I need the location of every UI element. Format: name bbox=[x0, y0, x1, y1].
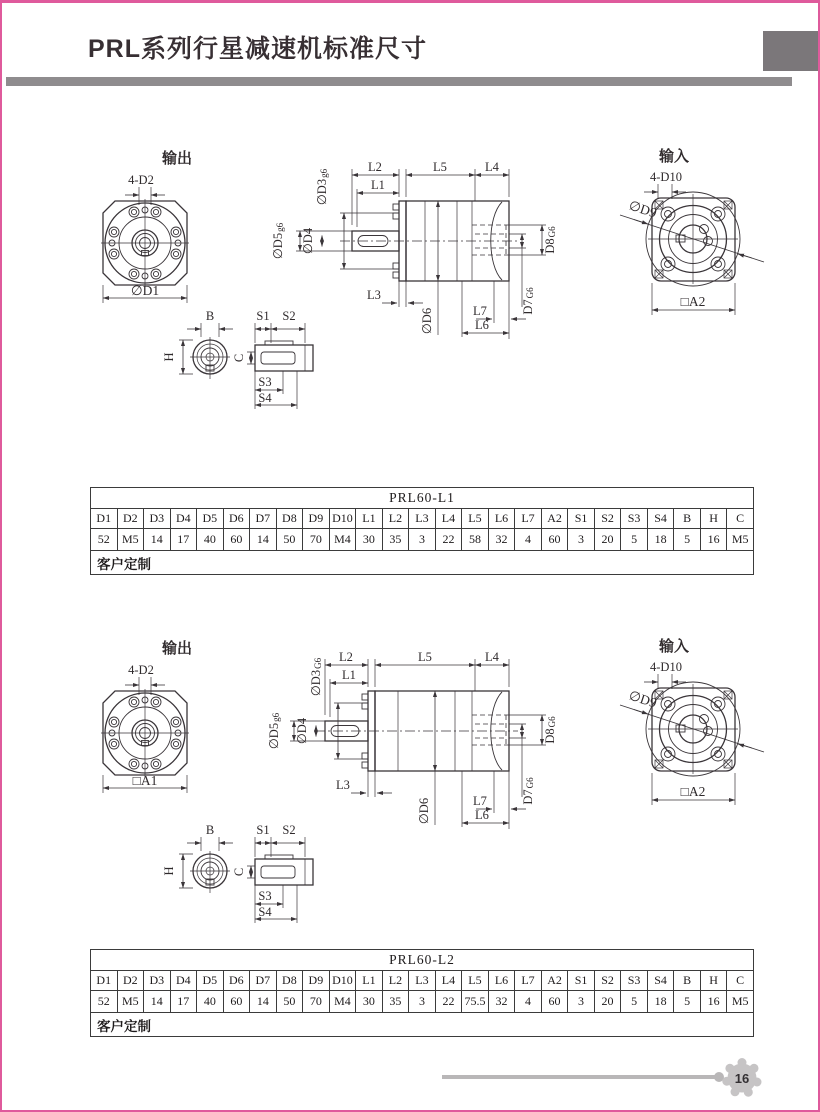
page-title: PRL系列行星减速机标准尺寸 bbox=[88, 35, 428, 63]
shaft-section-view bbox=[255, 341, 313, 371]
table-value-cell: 4 bbox=[515, 529, 542, 551]
flange-square bbox=[652, 688, 735, 771]
dim-a2: □A2 bbox=[680, 784, 706, 799]
dim-b: B bbox=[205, 309, 215, 323]
table-value-cell: M5 bbox=[727, 529, 754, 551]
table-header-cell: D4 bbox=[170, 971, 197, 991]
bolt-pattern-label: 4-D2 bbox=[128, 173, 154, 187]
table-header-cell: D9 bbox=[303, 971, 330, 991]
dim-c: C bbox=[232, 353, 246, 363]
flange-dim-label: □A1 bbox=[132, 773, 158, 788]
table-header-cell: L7 bbox=[515, 971, 542, 991]
table-value-cell: 16 bbox=[700, 529, 727, 551]
dim-l5: L5 bbox=[433, 160, 447, 174]
bolt-pattern-label: 4-D10 bbox=[650, 660, 682, 674]
table-value-cell: M4 bbox=[329, 529, 356, 551]
table-value-cell: 30 bbox=[356, 529, 383, 551]
dim-d6: ∅D6 bbox=[417, 797, 431, 825]
table-value-cell: 30 bbox=[356, 991, 383, 1013]
table-value-cell: M4 bbox=[329, 991, 356, 1013]
table-header-cell: B bbox=[674, 971, 701, 991]
table-header-cell: H bbox=[700, 509, 727, 529]
table-header-cell: L5 bbox=[462, 509, 489, 529]
table-value-cell: 3 bbox=[409, 529, 436, 551]
dim-l4: L4 bbox=[485, 160, 499, 174]
table-value-cell: 17 bbox=[170, 991, 197, 1013]
footer-rule bbox=[442, 1075, 718, 1079]
table-value-cell: 35 bbox=[382, 529, 409, 551]
dim-d5: ∅D5g6 bbox=[267, 712, 281, 750]
table-value-cell: 35 bbox=[382, 991, 409, 1013]
table-header-cell: L6 bbox=[488, 971, 515, 991]
table-value-cell: 4 bbox=[515, 991, 542, 1013]
dim-s3: S3 bbox=[258, 375, 272, 389]
table-value-cell: 3 bbox=[568, 991, 595, 1013]
table-value-cell: 50 bbox=[276, 991, 303, 1013]
gear-page-icon bbox=[721, 1057, 763, 1099]
table-header-cell: C bbox=[727, 971, 754, 991]
table-value-cell: 70 bbox=[303, 529, 330, 551]
table-value-cell: M5 bbox=[117, 529, 144, 551]
dim-s2: S2 bbox=[282, 309, 296, 323]
table-header-cell: H bbox=[700, 971, 727, 991]
dim-d7: D7G6 bbox=[521, 287, 535, 315]
dim-l6: L6 bbox=[475, 318, 489, 332]
table-value-cell: 70 bbox=[303, 991, 330, 1013]
table-header-cell: D5 bbox=[197, 971, 224, 991]
output-view-title: 输出 bbox=[161, 150, 193, 167]
output-view-title: 输出 bbox=[161, 640, 193, 657]
dim-d4: ∅D4 bbox=[301, 227, 315, 255]
table-header-cell: D9 bbox=[303, 509, 330, 529]
table-value-cell: 60 bbox=[223, 529, 250, 551]
table-value-cell: 75.5 bbox=[462, 991, 489, 1013]
table-header-cell: D2 bbox=[117, 509, 144, 529]
dim-d9: ∅D9 bbox=[627, 197, 659, 221]
table-header-cell: L1 bbox=[356, 509, 383, 529]
table-value-cell: 5 bbox=[621, 991, 648, 1013]
input-flange-view-1 bbox=[614, 143, 769, 323]
table-header-cell: S3 bbox=[621, 509, 648, 529]
output-flange-view-2 bbox=[87, 635, 227, 805]
table-header-cell: D7 bbox=[250, 509, 277, 529]
table-value-cell: 20 bbox=[594, 991, 621, 1013]
table-header-cell: D6 bbox=[223, 971, 250, 991]
dim-a2: □A2 bbox=[680, 294, 706, 309]
dim-l2: L2 bbox=[368, 160, 382, 174]
table-title: PRL60-L2 bbox=[91, 950, 754, 971]
table-value-cell: 3 bbox=[409, 991, 436, 1013]
bolt-pattern-label: 4-D2 bbox=[128, 663, 154, 677]
dimension-table-2 bbox=[90, 949, 754, 1037]
dim-l7: L7 bbox=[473, 794, 487, 808]
table-header-cell: S2 bbox=[594, 971, 621, 991]
table-header-cell: S2 bbox=[594, 509, 621, 529]
table-value-cell: 32 bbox=[488, 529, 515, 551]
dim-l1: L1 bbox=[371, 178, 385, 192]
table-header-cell: L5 bbox=[462, 971, 489, 991]
table-value-cell: 18 bbox=[647, 529, 674, 551]
table-header-cell: S4 bbox=[647, 971, 674, 991]
table-value-cell: 58 bbox=[462, 529, 489, 551]
table-value-cell: 3 bbox=[568, 529, 595, 551]
table-header-cell: A2 bbox=[541, 509, 568, 529]
dim-d4: ∅D4 bbox=[295, 717, 309, 745]
input-flange-view-2 bbox=[614, 633, 769, 813]
dim-s1: S1 bbox=[256, 309, 270, 323]
table-value-cell: 60 bbox=[541, 529, 568, 551]
table-header-cell: L3 bbox=[409, 971, 436, 991]
table-header-cell: D3 bbox=[144, 509, 171, 529]
header-deco-bar bbox=[6, 77, 792, 86]
table-header-cell: C bbox=[727, 509, 754, 529]
table-header-cell: L7 bbox=[515, 509, 542, 529]
table-value-cell: 5 bbox=[674, 529, 701, 551]
table-value-cell: 14 bbox=[144, 529, 171, 551]
side-view-2 bbox=[267, 645, 570, 840]
dim-h: H bbox=[162, 866, 176, 876]
dim-d6: ∅D6 bbox=[420, 307, 434, 335]
table-value-cell: 16 bbox=[700, 991, 727, 1013]
table-value-cell: 5 bbox=[674, 991, 701, 1013]
dim-d3: ∅D3G6 bbox=[309, 657, 323, 697]
dim-l3: L3 bbox=[367, 288, 381, 302]
table-header-cell: L3 bbox=[409, 509, 436, 529]
table-value-cell: 40 bbox=[197, 529, 224, 551]
dim-c: C bbox=[232, 867, 246, 877]
dim-d8: D8G6 bbox=[543, 716, 557, 744]
dim-l6: L6 bbox=[475, 808, 489, 822]
dim-l4: L4 bbox=[485, 650, 499, 664]
shaft-end-view bbox=[190, 851, 230, 893]
table-header-cell: D4 bbox=[170, 509, 197, 529]
flange-square bbox=[652, 198, 735, 281]
dim-b: B bbox=[205, 823, 215, 837]
dim-s1: S1 bbox=[256, 823, 270, 837]
page-number: 16 bbox=[734, 1071, 750, 1086]
shaft-end-view bbox=[190, 337, 230, 379]
table-value-cell: 5 bbox=[621, 529, 648, 551]
table-header-cell: D7 bbox=[250, 971, 277, 991]
dim-d5: ∅D5g6 bbox=[271, 222, 285, 260]
table-value-cell: 14 bbox=[144, 991, 171, 1013]
shaft-section-view bbox=[255, 855, 313, 885]
table-value-cell: 60 bbox=[541, 991, 568, 1013]
table-header-cell: L1 bbox=[356, 971, 383, 991]
table-header-cell: D10 bbox=[329, 971, 356, 991]
table-header-cell: D3 bbox=[144, 971, 171, 991]
dim-l1: L1 bbox=[342, 668, 356, 682]
shaft-detail-view-1 bbox=[162, 309, 330, 414]
dim-l5: L5 bbox=[418, 650, 432, 664]
table-value-cell: 14 bbox=[250, 991, 277, 1013]
table-header-cell: D10 bbox=[329, 509, 356, 529]
table-header-cell: D8 bbox=[276, 971, 303, 991]
dim-l2: L2 bbox=[339, 650, 353, 664]
input-view-title: 输入 bbox=[658, 638, 690, 655]
dim-s3: S3 bbox=[258, 889, 272, 903]
table-header-cell: L6 bbox=[488, 509, 515, 529]
input-view-title: 输入 bbox=[658, 148, 690, 165]
dim-l7: L7 bbox=[473, 304, 487, 318]
table-header-cell: S1 bbox=[568, 971, 595, 991]
table-value-cell: 18 bbox=[647, 991, 674, 1013]
table-header-cell: D6 bbox=[223, 509, 250, 529]
table-header-cell: B bbox=[674, 509, 701, 529]
table-value-cell: M5 bbox=[727, 991, 754, 1013]
table-header-cell: S4 bbox=[647, 509, 674, 529]
table-value-cell: 40 bbox=[197, 991, 224, 1013]
table-header-cell: L4 bbox=[435, 971, 462, 991]
table-note: 客户定制 bbox=[91, 1013, 754, 1037]
dim-d8: D8G6 bbox=[543, 226, 557, 254]
table-value-cell: 60 bbox=[223, 991, 250, 1013]
table-header-cell: L2 bbox=[382, 971, 409, 991]
dimension-table-1 bbox=[90, 487, 754, 575]
table-header-cell: L4 bbox=[435, 509, 462, 529]
table-title: PRL60-L1 bbox=[91, 488, 754, 509]
flange-dim-label: ∅D1 bbox=[130, 283, 160, 298]
dim-d9: ∅D9 bbox=[627, 687, 659, 711]
dim-s4: S4 bbox=[258, 905, 272, 919]
dim-d7: D7G6 bbox=[521, 777, 535, 805]
table-value-cell: 32 bbox=[488, 991, 515, 1013]
table-header-cell: S3 bbox=[621, 971, 648, 991]
shaft-detail-view-2 bbox=[162, 823, 330, 928]
dim-h: H bbox=[162, 352, 176, 362]
table-value-cell: 17 bbox=[170, 529, 197, 551]
table-value-cell: 22 bbox=[435, 529, 462, 551]
table-header-cell: D1 bbox=[91, 509, 118, 529]
dim-l3: L3 bbox=[336, 778, 350, 792]
table-header-cell: D1 bbox=[91, 971, 118, 991]
table-value-cell: 20 bbox=[594, 529, 621, 551]
dim-s4: S4 bbox=[258, 391, 272, 405]
table-value-cell: M5 bbox=[117, 991, 144, 1013]
table-value-cell: 22 bbox=[435, 991, 462, 1013]
dim-d3: ∅D3g6 bbox=[315, 168, 329, 206]
header-deco-block bbox=[763, 31, 820, 71]
table-note: 客户定制 bbox=[91, 551, 754, 575]
bolt-pattern-label: 4-D10 bbox=[650, 170, 682, 184]
output-flange-view-1 bbox=[87, 145, 227, 315]
table-value-cell: 52 bbox=[91, 991, 118, 1013]
table-header-cell: L2 bbox=[382, 509, 409, 529]
table-value-cell: 52 bbox=[91, 529, 118, 551]
table-header-cell: D8 bbox=[276, 509, 303, 529]
table-value-cell: 14 bbox=[250, 529, 277, 551]
table-header-cell: A2 bbox=[541, 971, 568, 991]
table-header-cell: D5 bbox=[197, 509, 224, 529]
table-value-cell: 50 bbox=[276, 529, 303, 551]
dim-s2: S2 bbox=[282, 823, 296, 837]
table-header-cell: S1 bbox=[568, 509, 595, 529]
table-header-cell: D2 bbox=[117, 971, 144, 991]
